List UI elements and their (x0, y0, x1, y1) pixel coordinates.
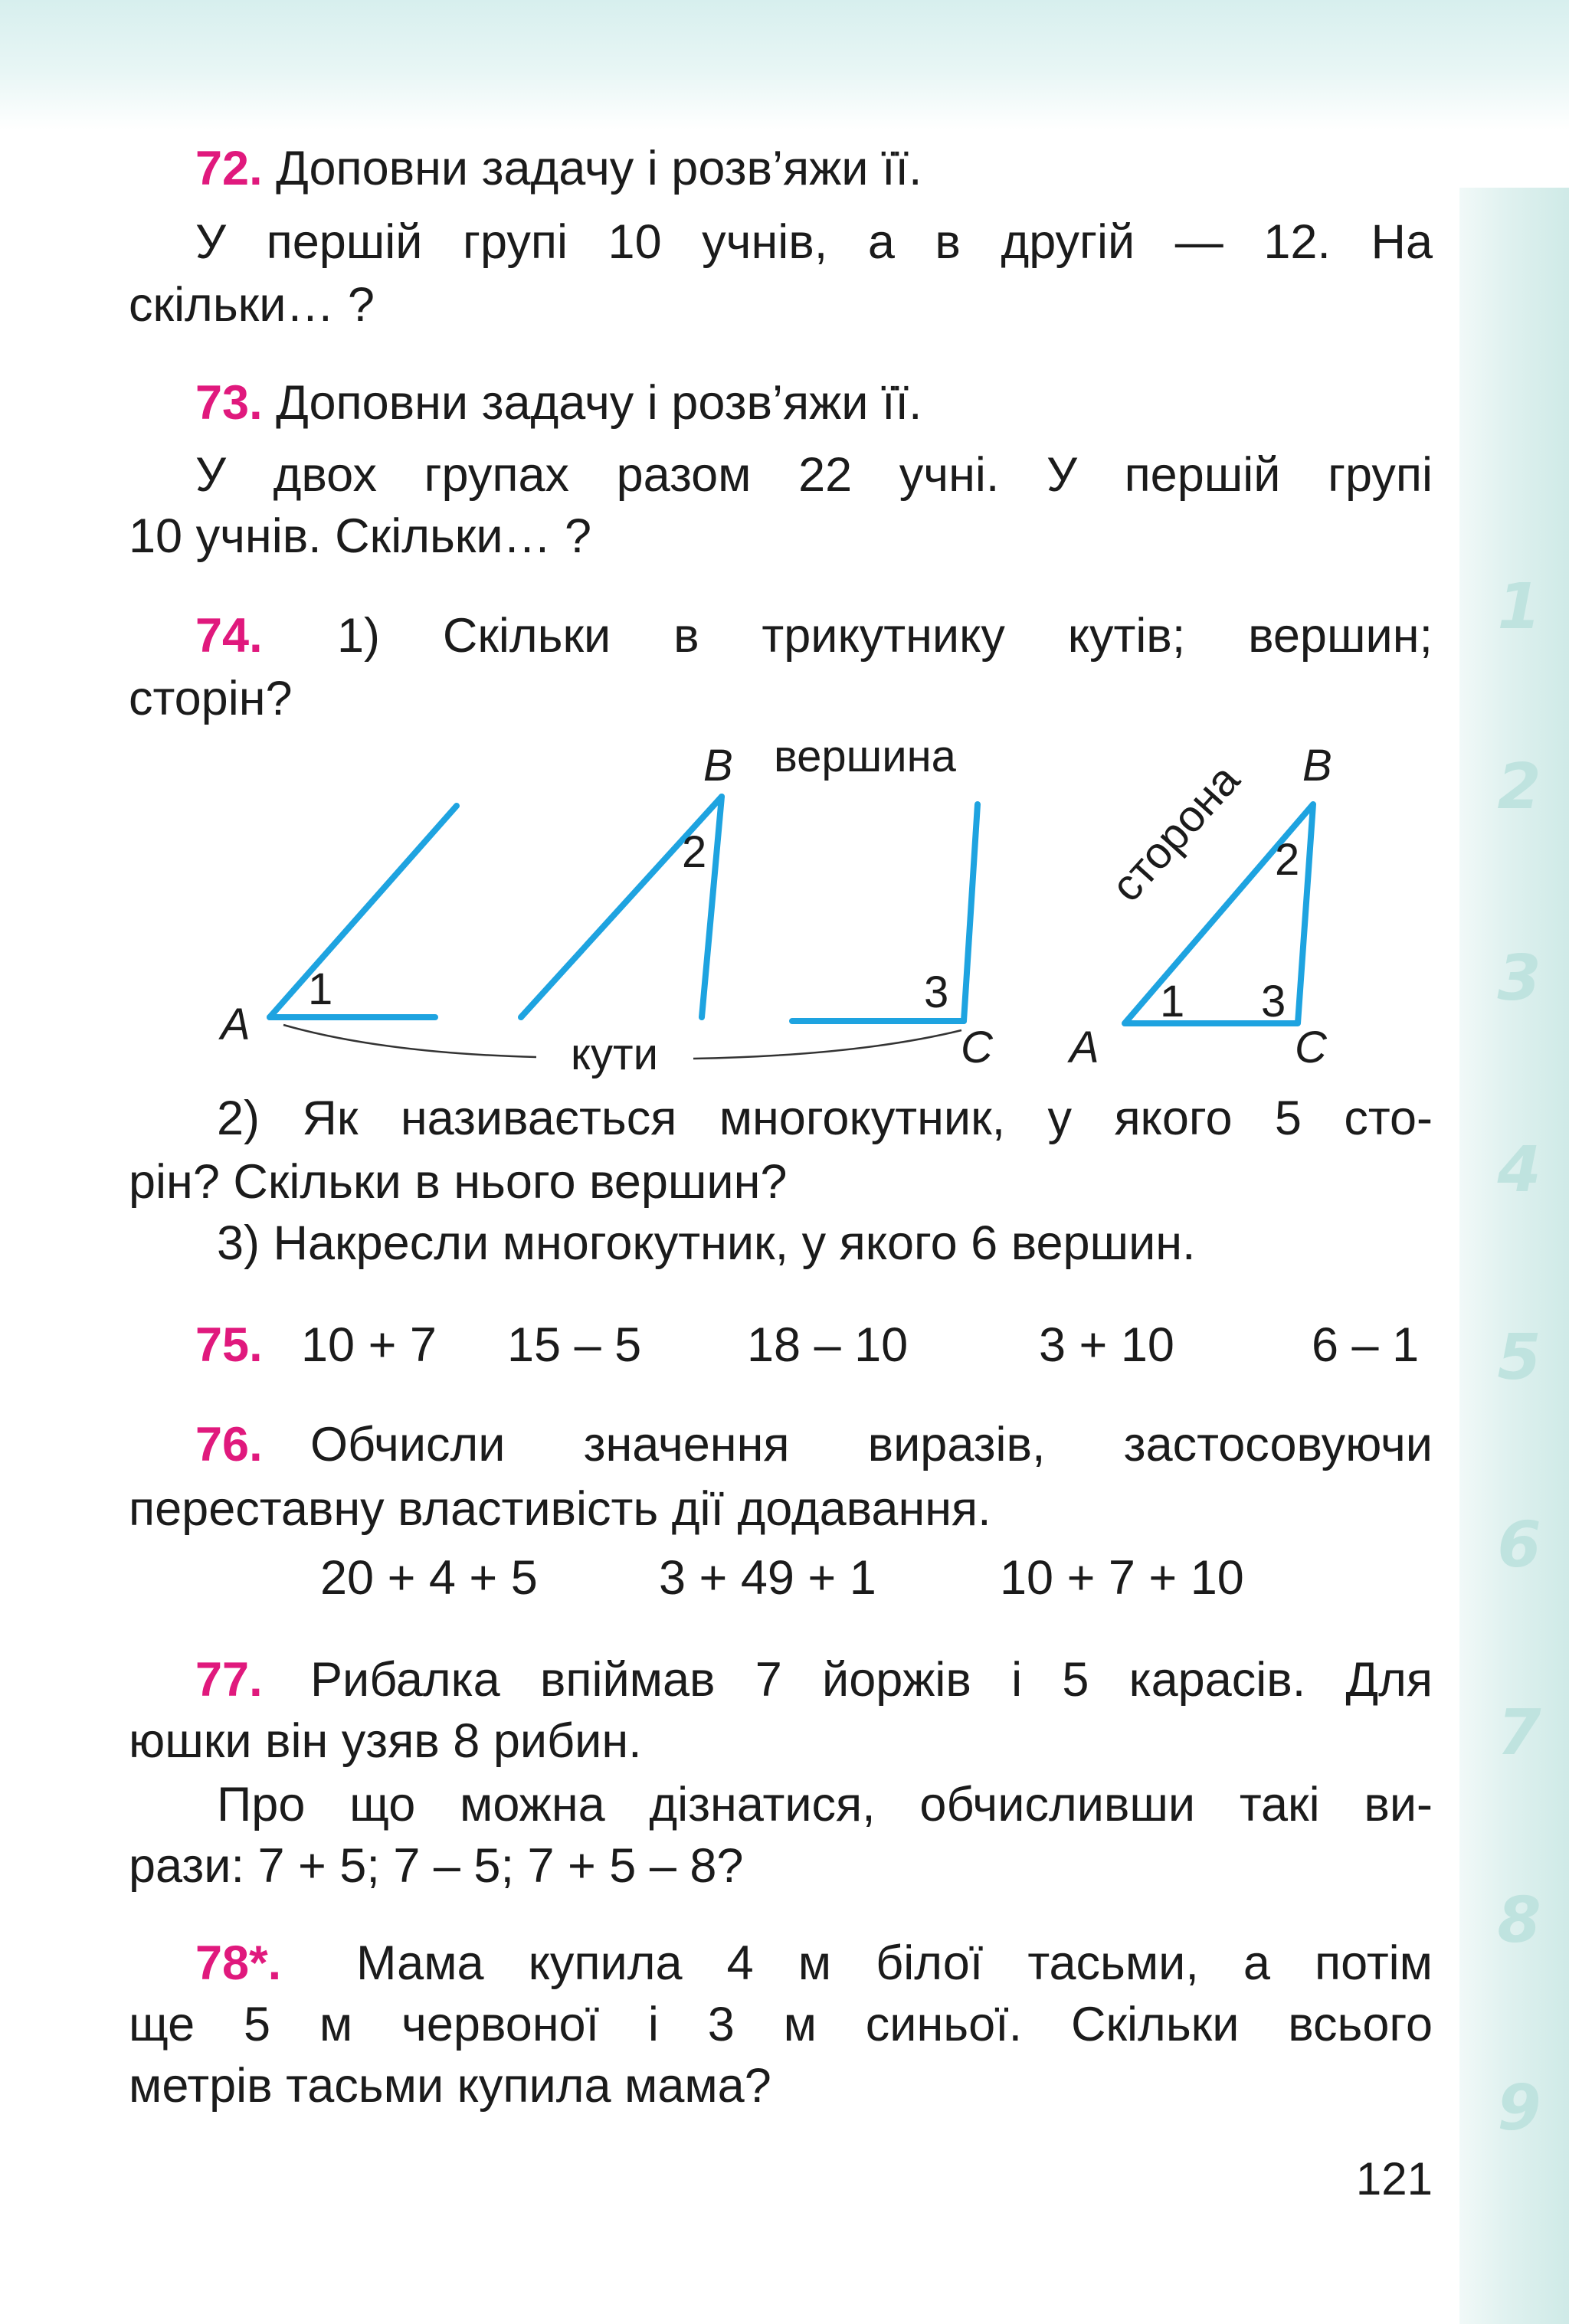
task-number: 78*. (195, 1936, 282, 1990)
side-tab-number: 9 (1497, 2072, 1541, 2145)
expression: 10 + 7 (301, 1318, 437, 1372)
side-tab-number: 6 (1497, 1509, 1541, 1582)
task-text: Доповни задачу і розв’яжи її. (276, 376, 922, 430)
angles-word: кути (571, 1029, 658, 1079)
angles-brace-right (693, 1030, 961, 1059)
expression: 3 + 49 + 1 (659, 1551, 876, 1605)
vertex-word: вершина (774, 732, 956, 781)
task-text: Мама купила 4 м білої тасьми, а потім (356, 1936, 1433, 1990)
task-number: 77. (195, 1653, 263, 1707)
task-77-line: рази: 7 + 5; 7 – 5; 7 + 5 – 8? (129, 1839, 744, 1893)
angle-label-1: 1 (308, 964, 333, 1014)
angle-1-ray (270, 806, 457, 1017)
vertex-label-c: C (961, 1023, 993, 1072)
task-78-heading (195, 1934, 1433, 1992)
task-77-line: юшки він узяв 8 рибин. (129, 1714, 642, 1768)
task-72-line: скільки… ? (129, 278, 375, 332)
angle-3-ray (964, 804, 978, 1021)
task-text: Доповни задачу і розв’яжи її. (276, 142, 922, 195)
expression: 18 – 10 (747, 1318, 909, 1372)
task-number: 73. (195, 376, 263, 430)
triangle-angle-3: 3 (1261, 977, 1286, 1026)
expression: 15 – 5 (507, 1318, 642, 1372)
task-74-line: 3) Накресли многокутник, у якого 6 вершин. (217, 1216, 1196, 1270)
task-77-heading (195, 1651, 1433, 1709)
side-tab-number: 4 (1497, 1134, 1541, 1206)
expression: 3 + 10 (1039, 1318, 1174, 1372)
triangle-angle-1: 1 (1160, 977, 1185, 1026)
angle-label-2: 2 (682, 827, 707, 877)
task-72-line: У першій групі 10 учнів, а в другій — 12. На (195, 215, 1433, 269)
task-text: 1) Скільки в трикутнику кутів; вершин; (337, 609, 1433, 663)
side-word: сторона (1101, 754, 1250, 912)
task-74-line: 2) Як називається многокутник, у якого 5 сто- (217, 1092, 1433, 1145)
task-78-line: метрів тасьми купила мама? (129, 2059, 771, 2113)
side-tab-number: 5 (1497, 1321, 1541, 1394)
expression: 10 + 7 + 10 (1000, 1551, 1244, 1605)
angles-brace-left (283, 1025, 536, 1057)
task-76-line: переставну властивість дії додавання. (129, 1482, 991, 1536)
page-number: 121 (1355, 2153, 1433, 2205)
side-tab-number: 3 (1497, 942, 1541, 1015)
task-text: Рибалка впіймав 7 йоржів і 5 карасів. Для (310, 1653, 1433, 1707)
task-73-line: У двох групах разом 22 учні. У першій групі (195, 448, 1433, 502)
side-tab-number: 2 (1497, 751, 1541, 823)
task-text: Обчисли значення виразів, застосовуючи (310, 1418, 1433, 1471)
task-76-heading (195, 1416, 1433, 1474)
vertex-label-b: B (703, 741, 733, 790)
vertex-label-a: A (221, 1000, 251, 1049)
triangle-vertex-a: A (1069, 1023, 1099, 1072)
triangle-angle-2: 2 (1275, 835, 1300, 885)
expression: 20 + 4 + 5 (320, 1551, 538, 1605)
side-tab-number: 7 (1497, 1697, 1541, 1769)
task-77-line: Про що можна дізнатися, обчисливши такі ви- (217, 1778, 1433, 1831)
side-tab-number: 1 (1497, 571, 1541, 643)
task-73-line: 10 учнів. Скільки… ? (129, 509, 592, 563)
angle-label-3: 3 (924, 967, 949, 1017)
task-78-line: ще 5 м червоної і 3 м синьої. Скільки всього (129, 1998, 1433, 2051)
task-number: 74. (195, 609, 263, 663)
expression: 6 – 1 (1312, 1318, 1420, 1372)
triangle-vertex-c: C (1295, 1023, 1327, 1072)
triangle-vertex-b: B (1302, 741, 1332, 790)
task-74-line: сторін? (129, 672, 293, 725)
side-tab-number: 8 (1497, 1884, 1541, 1957)
task-number: 72. (195, 142, 263, 195)
task-number: 75. (195, 1318, 263, 1372)
task-74-line: рін? Скільки в нього вершин? (129, 1155, 788, 1209)
task-number: 76. (195, 1418, 263, 1471)
